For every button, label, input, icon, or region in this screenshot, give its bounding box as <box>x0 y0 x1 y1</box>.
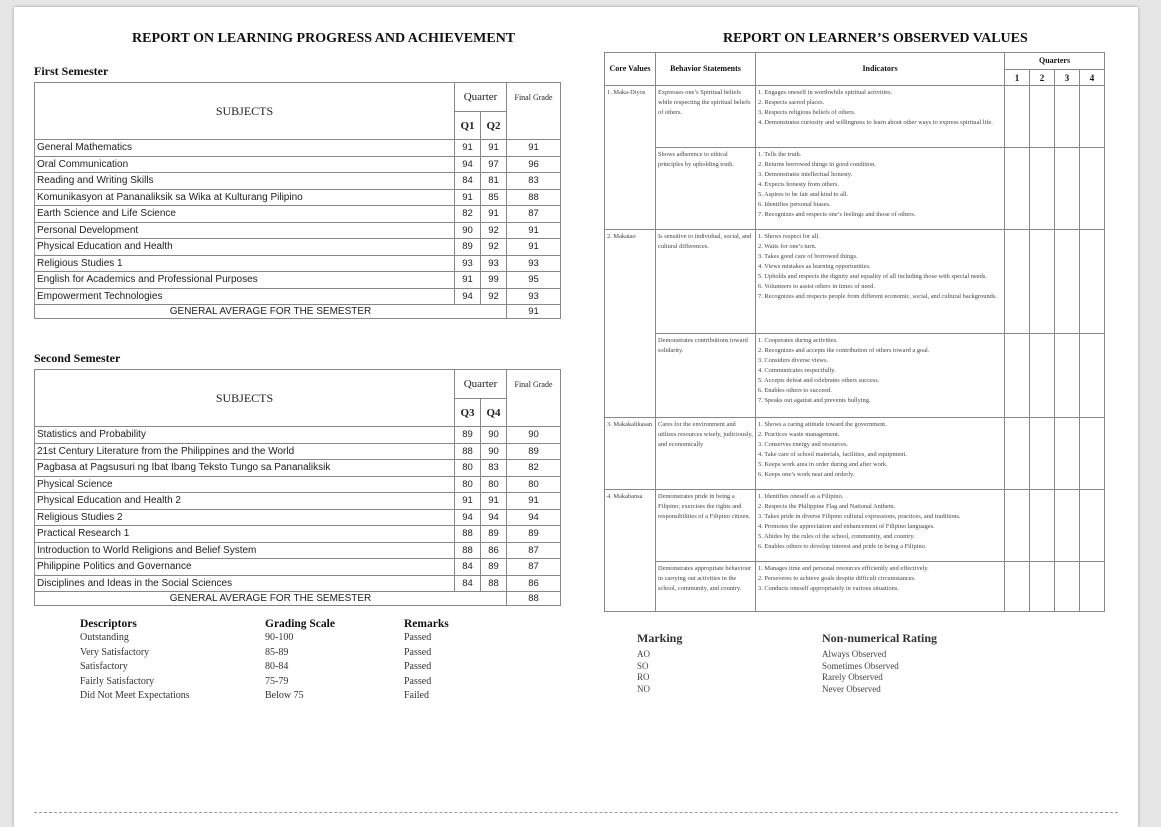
quarter-grade: 84 <box>455 173 481 190</box>
subject-row <box>35 206 561 223</box>
subject-row <box>35 288 561 305</box>
marking-header: Marking <box>637 631 683 645</box>
quarter-grade: 84 <box>455 559 481 576</box>
subject-row <box>35 427 561 444</box>
quarter-rating-cell <box>1080 490 1105 562</box>
indicator-item: 6. Keeps one’s work neat and orderly. <box>758 471 855 478</box>
quarter-grade: 90 <box>455 222 481 239</box>
quarter-grade: 85 <box>481 189 507 206</box>
quarter-rating-cell <box>1030 230 1055 334</box>
general-average-label: GENERAL AVERAGE FOR THE SEMESTER <box>35 305 507 319</box>
quarter-grade: 91 <box>481 206 507 223</box>
quarter-grade: 80 <box>481 476 507 493</box>
quarter-grade: 91 <box>481 493 507 510</box>
final-grade: 82 <box>507 460 561 477</box>
quarter-rating-cell <box>1055 86 1080 148</box>
quarter-grade: 97 <box>481 156 507 173</box>
final-grade: 93 <box>507 288 561 305</box>
indicator-item: 3. Respects religious beliefs of others. <box>758 109 856 116</box>
values-row <box>605 418 1105 490</box>
quarter-grade: 88 <box>455 542 481 559</box>
remark-item: Passed <box>404 661 432 672</box>
quarter-number: 4 <box>1080 70 1105 86</box>
quarter-rating-cell <box>1005 148 1030 230</box>
final-grade-header: Final Grade <box>507 370 561 427</box>
grading-scale-item: Below 75 <box>265 690 304 701</box>
behavior-statement: Is sensitive to individual, social, and cultural differences. <box>656 230 756 334</box>
marking-code: RO <box>637 672 650 682</box>
indicator-item: 1. Shows respect for all. <box>758 233 820 240</box>
general-average-value: 88 <box>507 592 561 606</box>
quarter-rating-cell <box>1030 418 1055 490</box>
values-row <box>605 334 1105 418</box>
subject-name: Physical Education and Health <box>35 239 455 256</box>
quarter-grade: 91 <box>455 272 481 289</box>
indicator-item: 5. Abides by the rules of the school, community, and country. <box>758 533 915 540</box>
final-grade: 88 <box>507 189 561 206</box>
quarter-grade: 91 <box>455 493 481 510</box>
indicator-item: 3. Considers diverse views. <box>758 357 829 364</box>
quarter-rating-cell <box>1030 148 1055 230</box>
quarter-grade: 94 <box>455 288 481 305</box>
values-row <box>605 490 1105 562</box>
indicator-item: 3. Conserves energy and resources. <box>758 441 849 448</box>
quarter-label: Q4 <box>481 399 507 427</box>
cut-line-divider <box>34 812 1118 813</box>
quarter-rating-cell <box>1055 230 1080 334</box>
observed-values-title: REPORT ON LEARNER’S OBSERVED VALUES <box>723 31 1028 46</box>
indicator-item: 2. Recognizes and accepts the contribution of others toward a goal. <box>758 347 930 354</box>
quarter-grade: 88 <box>455 443 481 460</box>
grading-scale-item: 90-100 <box>265 632 294 643</box>
indicator-item: 3. Takes pride in diverse Filipino cultural expressions, practices, and traditions. <box>758 513 961 520</box>
quarter-rating-cell <box>1005 334 1030 418</box>
quarter-grade: 94 <box>455 156 481 173</box>
behavior-statement: Cares for the environment and utilizes resources wisely, judiciously, and economically <box>656 418 756 490</box>
subject-row <box>35 156 561 173</box>
final-grade: 91 <box>507 493 561 510</box>
quarter-grade: 83 <box>481 460 507 477</box>
quarter-rating-cell <box>1055 334 1080 418</box>
quarter-rating-cell <box>1055 148 1080 230</box>
rating-column <box>822 631 937 695</box>
subject-row <box>35 493 561 510</box>
indicators-header: Indicators <box>756 53 1005 86</box>
quarter-grade: 91 <box>455 140 481 157</box>
quarter-rating-cell <box>1030 490 1055 562</box>
indicator-item: 7. Speaks out against and prevents bullying. <box>758 397 871 404</box>
indicator-item: 1. Identifies oneself as a Filipino. <box>758 493 844 500</box>
subjects-header: SUBJECTS <box>35 370 455 427</box>
grading-scale-column <box>265 618 335 705</box>
report-card-page <box>14 7 1138 827</box>
core-value: 1. Maka-Diyos <box>605 86 656 230</box>
subject-row <box>35 140 561 157</box>
quarter-rating-cell <box>1030 562 1055 612</box>
subject-name: Introduction to World Religions and Belief System <box>35 542 455 559</box>
quarter-number: 2 <box>1030 70 1055 86</box>
final-grade: 91 <box>507 222 561 239</box>
quarter-grade: 94 <box>481 509 507 526</box>
subject-name: Earth Science and Life Science <box>35 206 455 223</box>
subject-name: Komunikasyon at Pananaliksik sa Wika at Kulturang Pilipino <box>35 189 455 206</box>
subject-name: Statistics and Probability <box>35 427 455 444</box>
subject-name: Empowerment Technologies <box>35 288 455 305</box>
quarter-grade: 86 <box>481 542 507 559</box>
subject-name: Physical Education and Health 2 <box>35 493 455 510</box>
quarter-rating-cell <box>1080 334 1105 418</box>
indicators-cell <box>756 86 1005 148</box>
indicator-item: 1. Shows a caring attitude toward the government. <box>758 421 887 428</box>
quarter-rating-cell <box>1080 230 1105 334</box>
final-grade: 87 <box>507 206 561 223</box>
observed-values-table <box>604 52 1105 612</box>
quarter-number: 3 <box>1055 70 1080 86</box>
quarter-rating-cell <box>1005 418 1030 490</box>
quarter-grade: 94 <box>455 509 481 526</box>
indicator-item: 5. Accepts defeat and celebrates others success. <box>758 377 880 384</box>
final-grade: 95 <box>507 272 561 289</box>
quarter-grade: 80 <box>455 460 481 477</box>
indicator-item: 2. Respects sacred places. <box>758 99 825 106</box>
quarter-number: 1 <box>1005 70 1030 86</box>
remark-item: Passed <box>404 632 432 643</box>
final-grade: 83 <box>507 173 561 190</box>
quarter-grade: 90 <box>481 443 507 460</box>
behavior-statement: Demonstrates contributions toward solidarity. <box>656 334 756 418</box>
indicator-item: 1. Manages time and personal resources efficiently and effectively. <box>758 565 929 572</box>
subject-row <box>35 272 561 289</box>
quarter-grade: 92 <box>481 239 507 256</box>
remarks-header: Remarks <box>404 618 449 630</box>
subject-row <box>35 173 561 190</box>
subject-name: Philippine Politics and Governance <box>35 559 455 576</box>
subject-name: Oral Communication <box>35 156 455 173</box>
rating-header: Non-numerical Rating <box>822 631 937 645</box>
second-semester-grades-table <box>34 369 561 606</box>
quarter-grade: 84 <box>455 575 481 592</box>
quarter-grade: 92 <box>481 288 507 305</box>
remark-item: Failed <box>404 690 429 701</box>
behavior-statement: Demonstrates pride in being a Filipino; exercises the rights and responsibilities of a Filipino citizen. <box>656 490 756 562</box>
core-values-header: Core Values <box>605 53 656 86</box>
descriptor-item: Outstanding <box>80 632 129 643</box>
indicator-item: 2. Respects the Philippine Flag and National Anthem. <box>758 503 896 510</box>
indicator-item: 6. Enables others to develop interest and pride in being a Filipino. <box>758 543 927 550</box>
final-grade: 87 <box>507 542 561 559</box>
indicator-item: 7. Recognizes and respects people from different economic, social, and cultural backgrounds. <box>758 293 997 300</box>
descriptor-item: Satisfactory <box>80 661 128 672</box>
core-value: 3. Makakalikasan <box>605 418 656 490</box>
quarter-rating-cell <box>1005 230 1030 334</box>
indicator-item: 2. Returns borrowed things in good condition. <box>758 161 876 168</box>
quarter-grade: 81 <box>481 173 507 190</box>
general-average-label: GENERAL AVERAGE FOR THE SEMESTER <box>35 592 507 606</box>
indicators-cell <box>756 418 1005 490</box>
indicator-item: 5. Keeps work area in order during and after work. <box>758 461 888 468</box>
indicator-item: 3. Demonstrates intellectual honesty. <box>758 171 853 178</box>
quarter-rating-cell <box>1080 562 1105 612</box>
grading-scale-header: Grading Scale <box>265 618 335 630</box>
subject-name: Personal Development <box>35 222 455 239</box>
indicator-item: 4. Promotes the appreciation and enhancement of Filipino languages. <box>758 523 935 530</box>
indicator-item: 4. Communicates respectfully. <box>758 367 836 374</box>
indicator-item: 6. Enables others to succeed. <box>758 387 832 394</box>
quarter-grade: 91 <box>481 140 507 157</box>
quarter-rating-cell <box>1030 334 1055 418</box>
quarter-grade: 88 <box>481 575 507 592</box>
rating-label: Rarely Observed <box>822 672 883 682</box>
quarter-header: Quarter <box>455 370 507 399</box>
core-value: 2. Makatao <box>605 230 656 418</box>
rating-label: Always Observed <box>822 649 887 659</box>
indicator-item: 1. Cooperates during activities. <box>758 337 838 344</box>
quarter-grade: 88 <box>455 526 481 543</box>
subject-name: Pagbasa at Pagsusuri ng Ibat Ibang Teksto Tungo sa Pananaliksik <box>35 460 455 477</box>
indicator-item: 4. Demonstrates curiosity and willingness to learn about other ways to express spiritual life. <box>758 119 993 126</box>
indicators-cell <box>756 334 1005 418</box>
quarter-grade: 91 <box>455 189 481 206</box>
quarter-grade: 90 <box>481 427 507 444</box>
indicators-cell <box>756 230 1005 334</box>
final-grade: 86 <box>507 575 561 592</box>
subject-row <box>35 509 561 526</box>
progress-report-title: REPORT ON LEARNING PROGRESS AND ACHIEVEMENT <box>132 31 516 46</box>
quarter-rating-cell <box>1080 148 1105 230</box>
grading-scale-item: 85-89 <box>265 646 289 658</box>
quarter-rating-cell <box>1055 562 1080 612</box>
final-grade: 89 <box>507 443 561 460</box>
descriptors-header: Descriptors <box>80 618 137 630</box>
marking-column <box>637 631 682 695</box>
behavior-statement: Shows adherence to ethical principles by upholding truth. <box>656 148 756 230</box>
indicator-item: 5. Upholds and respects the dignity and equality of all including those with special needs. <box>758 273 987 280</box>
final-grade: 87 <box>507 559 561 576</box>
quarter-grade: 89 <box>481 526 507 543</box>
subject-row <box>35 542 561 559</box>
values-row <box>605 86 1105 148</box>
indicator-item: 3. Conducts oneself appropriately in various situations. <box>758 585 899 592</box>
descriptor-item: Did Not Meet Expectations <box>80 690 190 701</box>
subject-name: General Mathematics <box>35 140 455 157</box>
final-grade: 80 <box>507 476 561 493</box>
quarter-rating-cell <box>1080 86 1105 148</box>
indicators-cell <box>756 148 1005 230</box>
indicator-item: 6. Volunteers to assist others in times of need. <box>758 283 875 290</box>
indicators-cell <box>756 562 1005 612</box>
rating-label: Never Observed <box>822 683 881 694</box>
values-row <box>605 562 1105 612</box>
subject-name: 21st Century Literature from the Philippines and the World <box>35 443 455 460</box>
indicator-item: 1. Engages oneself in worthwhile spiritual activities. <box>758 89 893 96</box>
core-value: 4. Makabansa <box>605 490 656 612</box>
indicator-item: 4. Take care of school materials, facilities, and equipment. <box>758 451 907 458</box>
indicators-cell <box>756 490 1005 562</box>
subject-name: Disciplines and Ideas in the Social Sciences <box>35 575 455 592</box>
general-average-value: 91 <box>507 305 561 319</box>
final-grade: 96 <box>507 156 561 173</box>
subject-row <box>35 526 561 543</box>
quarter-grade: 80 <box>455 476 481 493</box>
subject-row <box>35 255 561 272</box>
values-row <box>605 148 1105 230</box>
rating-label: Sometimes Observed <box>822 660 899 671</box>
subject-row <box>35 460 561 477</box>
grading-scale-item: 80-84 <box>265 661 289 672</box>
quarter-label: Q3 <box>455 399 481 427</box>
marking-code: SO <box>637 660 649 671</box>
marking-code: AO <box>637 649 650 659</box>
indicator-item: 2. Waits for one’s turn. <box>758 243 817 250</box>
quarter-grade: 99 <box>481 272 507 289</box>
quarter-grade: 89 <box>481 559 507 576</box>
indicator-item: 2. Practices waste management. <box>758 431 840 438</box>
indicator-item: 7. Recognizes and respects one’s feelings and those of others. <box>758 211 916 218</box>
final-grade-header: Final Grade <box>507 83 561 140</box>
descriptor-item: Very Satisfactory <box>80 646 150 658</box>
subject-row <box>35 575 561 592</box>
quarter-grade: 93 <box>481 255 507 272</box>
quarter-grade: 93 <box>455 255 481 272</box>
remark-item: Passed <box>404 675 432 687</box>
final-grade: 91 <box>507 239 561 256</box>
subject-row <box>35 239 561 256</box>
final-grade: 91 <box>507 140 561 157</box>
quarter-label: Q1 <box>455 112 481 140</box>
quarter-label: Q2 <box>481 112 507 140</box>
final-grade: 94 <box>507 509 561 526</box>
subject-name: English for Academics and Professional Purposes <box>35 272 455 289</box>
subject-name: Religious Studies 1 <box>35 255 455 272</box>
behavior-statement: Expresses one’s Spiritual beliefs while respecting the spiritual beliefs of others. <box>656 86 756 148</box>
indicator-item: 5. Aspires to be fair and kind to all. <box>758 191 849 198</box>
quarter-rating-cell <box>1005 490 1030 562</box>
subject-row <box>35 559 561 576</box>
subject-row <box>35 443 561 460</box>
behavior-statements-header: Behavior Statements <box>656 53 756 86</box>
quarter-rating-cell <box>1055 490 1080 562</box>
final-grade: 89 <box>507 526 561 543</box>
indicator-item: 4. Views mistakes as learning opportunities. <box>758 263 871 270</box>
subject-name: Practical Research 1 <box>35 526 455 543</box>
final-grade: 90 <box>507 427 561 444</box>
quarter-rating-cell <box>1005 562 1030 612</box>
values-row <box>605 230 1105 334</box>
indicator-item: 3. Takes good care of borrowed things. <box>758 253 858 260</box>
descriptors-column <box>80 618 190 705</box>
subjects-header: SUBJECTS <box>35 83 455 140</box>
quarter-rating-cell <box>1080 418 1105 490</box>
remark-item: Passed <box>404 646 432 658</box>
behavior-statement: Demonstrates appropriate behaviour in carrying out activities in the school, community, and country. <box>656 562 756 612</box>
first-semester-grades-table <box>34 82 561 319</box>
marking-code: NO <box>637 683 650 694</box>
quarters-header: Quarters <box>1005 53 1105 70</box>
indicator-item: 1. Tells the truth. <box>758 151 802 158</box>
descriptor-item: Fairly Satisfactory <box>80 675 155 687</box>
final-grade: 93 <box>507 255 561 272</box>
first-semester-title: First Semester <box>34 64 109 78</box>
subject-row <box>35 189 561 206</box>
remarks-column <box>404 618 449 705</box>
indicator-item: 4. Expects honesty from others. <box>758 181 839 188</box>
quarter-grade: 89 <box>455 427 481 444</box>
quarter-rating-cell <box>1005 86 1030 148</box>
quarter-grade: 82 <box>455 206 481 223</box>
quarter-grade: 92 <box>481 222 507 239</box>
quarter-rating-cell <box>1055 418 1080 490</box>
subject-row <box>35 222 561 239</box>
subject-name: Reading and Writing Skills <box>35 173 455 190</box>
subject-name: Physical Science <box>35 476 455 493</box>
quarter-header: Quarter <box>455 83 507 112</box>
grading-scale-item: 75-79 <box>265 675 289 687</box>
subject-row <box>35 476 561 493</box>
indicator-item: 6. Identifies personal biases. <box>758 201 831 208</box>
quarter-rating-cell <box>1030 86 1055 148</box>
indicator-item: 2. Perseveres to achieve goals despite difficult circumstances. <box>758 575 916 582</box>
quarter-grade: 89 <box>455 239 481 256</box>
second-semester-title: Second Semester <box>34 351 121 365</box>
subject-name: Religious Studies 2 <box>35 509 455 526</box>
